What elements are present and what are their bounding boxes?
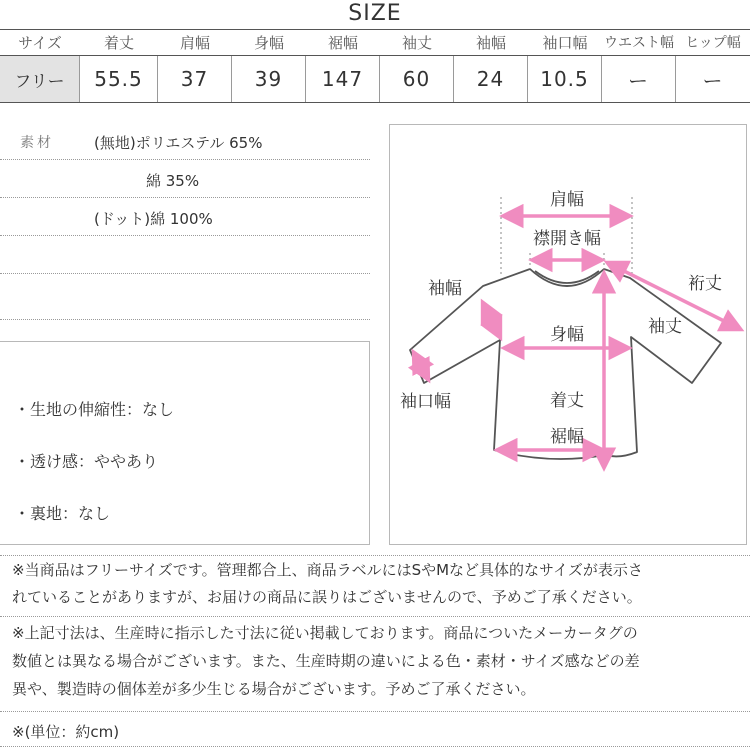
cell-sleeve-length: 60 — [380, 56, 454, 102]
material-row — [0, 160, 370, 198]
sleeve-width-arrow — [483, 303, 500, 337]
header-body-width: 身幅 — [253, 34, 284, 52]
title-rule — [0, 29, 750, 30]
header-cuff: 袖口幅 — [542, 34, 588, 52]
label-hem: 裾幅 — [550, 427, 584, 447]
material-label: 素材 — [20, 135, 54, 151]
property-stretch: ・生地の伸縮性：なし — [14, 400, 175, 419]
material-text: 綿 35% — [146, 172, 200, 190]
material-row — [0, 122, 370, 160]
note-line: 数値とは異なる場合がございます。また、生産時期の違いによる色・素材・サイズ感などの差 — [12, 652, 640, 670]
cell-size: フリー — [0, 56, 80, 102]
material-text: (無地)ポリエステル 65% — [94, 134, 263, 152]
garment-illustration — [390, 125, 748, 546]
header-sleeve-length: 袖丈 — [401, 34, 432, 52]
notes-bottom-divider — [0, 746, 750, 747]
material-row-empty — [0, 274, 370, 320]
cell-body-width: 39 — [232, 56, 306, 102]
cell-waist: ー — [602, 56, 676, 102]
label-raglan: 裄丈 — [688, 274, 722, 294]
measurement-diagram — [389, 124, 747, 545]
label-sleeve-width: 袖幅 — [428, 279, 462, 299]
label-sleeve-length: 袖丈 — [648, 317, 682, 337]
note-line: ※上記寸法は、生産時に指示した寸法に従い掲載しております。商品についたメーカータグの — [12, 624, 638, 642]
header-size: サイズ — [18, 34, 62, 52]
header-hem: 裾幅 — [327, 34, 358, 52]
notes-divider — [0, 711, 750, 712]
cell-length: 55.5 — [80, 56, 158, 102]
header-length: 着丈 — [103, 34, 134, 52]
label-cuff: 袖口幅 — [400, 392, 451, 412]
label-shoulder: 肩幅 — [550, 190, 584, 210]
header-waist: ウエスト幅 — [604, 35, 674, 51]
table-bottom-rule — [0, 102, 750, 103]
note-line: 異や、製造時の個体差が多少生じる場合がございます。予めご了承ください。 — [12, 680, 536, 698]
unit-note: ※(単位：約cm) — [12, 723, 120, 741]
note-line: ※当商品はフリーサイズです。管理都合上、商品ラベルにはSやMなど具体的なサイズが表示さ — [12, 561, 643, 579]
label-body-width: 身幅 — [550, 325, 584, 345]
cell-hip: ー — [702, 68, 724, 93]
header-shoulder: 肩幅 — [179, 34, 210, 52]
cell-hem: 147 — [306, 56, 380, 102]
table-row — [0, 56, 750, 102]
page-title: SIZE — [348, 1, 402, 26]
notes-divider — [0, 616, 750, 617]
note-line: れていることがありますが、お届けの商品に誤りはございませんので、予めご了承ください。 — [12, 588, 642, 606]
cell-cuff: 10.5 — [528, 56, 602, 102]
cell-sleeve-width: 24 — [454, 56, 528, 102]
header-hip: ヒップ幅 — [685, 35, 741, 51]
property-lining: ・裏地：なし — [14, 504, 111, 523]
property-sheer: ・透け感：ややあり — [14, 452, 159, 471]
fabric-properties-box — [0, 341, 370, 545]
material-row — [0, 198, 370, 236]
notes-top-divider — [0, 555, 750, 556]
material-text: (ドット)綿 100% — [94, 210, 213, 228]
label-length: 着丈 — [550, 391, 584, 411]
label-neck: 襟開き幅 — [533, 229, 601, 249]
cell-shoulder: 37 — [158, 56, 232, 102]
material-row-empty — [0, 236, 370, 274]
header-sleeve-width: 袖幅 — [475, 34, 506, 52]
